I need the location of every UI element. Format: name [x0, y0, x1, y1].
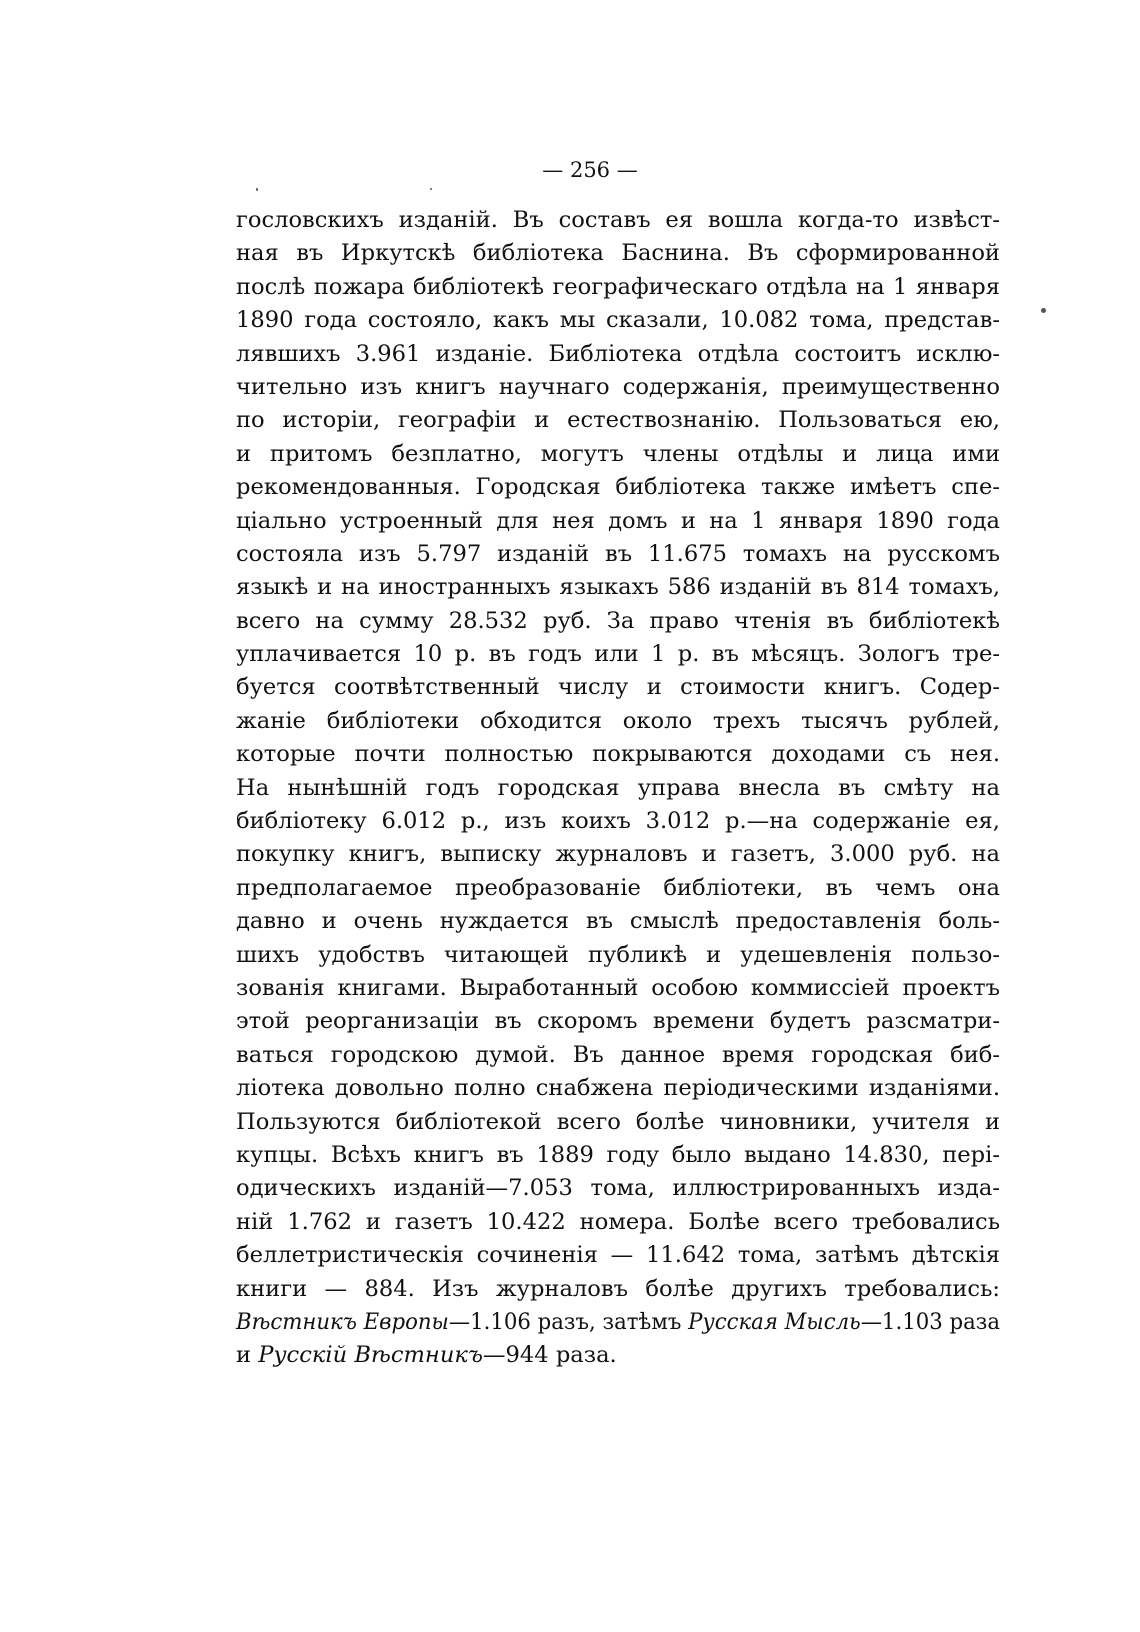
- text-line: ціально устроенный для нея домъ и на 1 января 1890 года: [236, 507, 1000, 534]
- text-line: языкѣ и на иностранныхъ языкахъ 586 изданій въ 814 томахъ,: [236, 574, 1000, 601]
- text-line: послѣ пожара библіотекѣ географическаго отдѣла на 1 января: [236, 273, 1000, 300]
- text-line: всего на сумму 28.532 руб. За право чтенія въ библіотекѣ: [236, 607, 1000, 634]
- periodical-title: Русскій Вѣстникъ: [258, 1342, 483, 1369]
- text-line: состояла изъ 5.797 изданій въ 11.675 томахъ на русскомъ: [236, 540, 1000, 567]
- text-line: гословскихъ изданій. Въ составъ ея вошла когда-то извѣст-: [236, 207, 1000, 233]
- body-text: [236, 204, 1000, 1373]
- scan-speck: [430, 188, 432, 190]
- text-line-periodicals: [236, 1306, 1000, 1339]
- text-line: которые почти полностью покрываются доходами съ нея.: [236, 741, 1000, 768]
- text-line: купцы. Всѣхъ книгъ въ 1889 году было выдано 14.830, пері-: [236, 1141, 1000, 1168]
- text-line: библіотеку 6.012 р., изъ коихъ 3.012 р.—на содержаніе ея,: [236, 808, 1000, 835]
- periodical-title: Вѣстникъ Европы: [236, 1308, 449, 1335]
- page-number: — 256 —: [542, 158, 638, 182]
- text-line: беллетристическія сочиненія — 11.642 тома, затѣмъ дѣтскія: [236, 1242, 1000, 1269]
- text-line: и притомъ безплатно, могутъ члены отдѣлы и лица ими: [236, 440, 1000, 467]
- text-line-final: [236, 1339, 1000, 1372]
- text-line: зованія книгами. Выработанный особою коммиссіей проектъ: [236, 974, 1000, 1001]
- text-line: этой реорганизаціи въ скоромъ времени будетъ разсматри-: [236, 1008, 1000, 1035]
- text-line: предполагаемое преобразованіе библіотеки, въ чемъ она: [236, 874, 1000, 901]
- scan-speck: [256, 188, 258, 191]
- text-line: по исторіи, географіи и естествознанію. Пользоваться ею,: [236, 407, 1000, 434]
- text-line: жаніе библіотеки обходится около трехъ тысячъ рублей,: [236, 707, 1000, 734]
- text-line: ліотека довольно полно снабжена періодическими изданіями.: [236, 1075, 1000, 1102]
- text-line: книги — 884. Изъ журналовъ болѣе другихъ требовались:: [236, 1275, 1000, 1302]
- text-line: ваться городскою думой. Въ данное время городская биб-: [236, 1041, 1000, 1068]
- text-line: шихъ удобствъ читающей публикѣ и удешевленія пользо-: [236, 941, 1000, 968]
- text-segment: —944 раза.: [482, 1342, 617, 1369]
- text-line: буется соотвѣтственный числу и стоимости книгъ. Содер-: [236, 674, 1000, 701]
- text-segment: —1.106 разъ, затѣмъ: [448, 1308, 689, 1335]
- scan-speck: [1041, 308, 1046, 313]
- text-line: лявшихъ 3.961 изданіе. Библіотека отдѣла состоитъ исклю-: [236, 340, 1000, 367]
- text-line: покупку книгъ, выписку журналовъ и газетъ, 3.000 руб. на: [236, 841, 1000, 868]
- text-line: ній 1.762 и газетъ 10.422 номера. Болѣе всего требовались: [236, 1208, 1000, 1235]
- text-line: 1890 года состояло, какъ мы сказали, 10.082 тома, представ-: [236, 307, 1000, 334]
- text-line: Пользуются библіотекой всего болѣе чиновники, учителя и: [236, 1108, 1000, 1135]
- text-segment: и: [236, 1342, 259, 1369]
- text-line: одическихъ изданій—7.053 тома, иллюстрированныхъ изда-: [236, 1175, 1000, 1202]
- text-line: чительно изъ книгъ научнаго содержанія, преимущественно: [236, 373, 1000, 400]
- text-line: На нынѣшній годъ городская управа внесла въ смѣту на: [236, 774, 1000, 801]
- text-line: уплачивается 10 р. въ годъ или 1 р. въ мѣсяцъ. Зологъ тре-: [236, 641, 1000, 668]
- text-line: давно и очень нуждается въ смыслѣ предоставленія боль-: [236, 908, 1000, 935]
- text-line: ная въ Иркутскѣ библіотека Баснина. Въ сформированной: [236, 240, 1000, 267]
- text-segment: —1.103 раза: [860, 1308, 1000, 1335]
- periodical-title: Русская Мысль: [688, 1308, 861, 1335]
- text-line: рекомендованныя. Городская библіотека также имѣетъ спе-: [236, 474, 1000, 501]
